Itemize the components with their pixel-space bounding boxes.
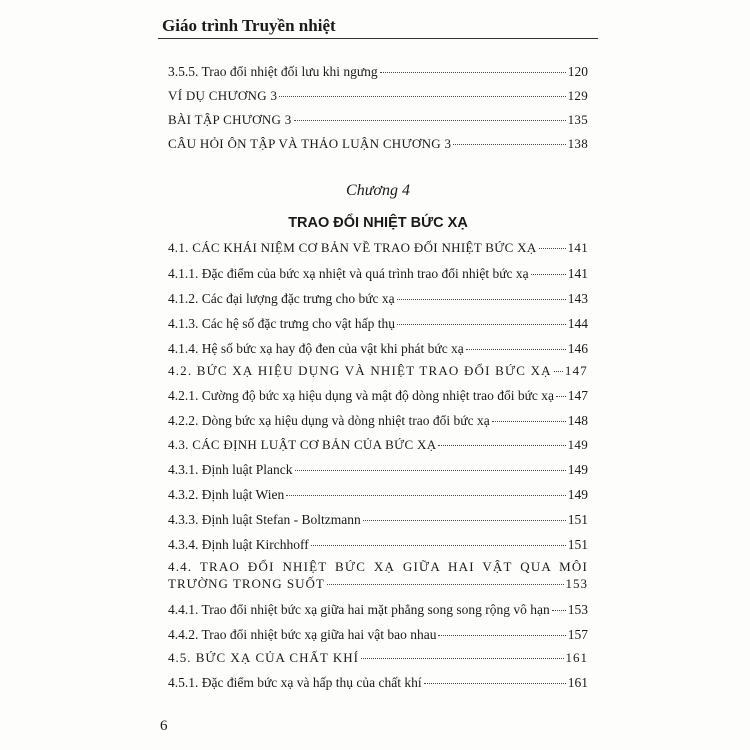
toc-entry-label: 4.3.2. Định luật Wien <box>168 487 285 502</box>
toc-entry <box>168 627 588 643</box>
leader-dots <box>397 299 566 300</box>
toc-entry-page: 135 <box>567 112 588 127</box>
toc-entry-label: 4.3.1. Định luật Planck <box>168 462 293 477</box>
chapter-title: Chương 4 <box>346 182 410 199</box>
leader-dots <box>453 144 565 145</box>
toc-entry <box>168 363 588 379</box>
toc-entry-wrapped-line1: 4.4. TRAO ĐỔI NHIỆT BỨC XẠ GIỮA HAI VẬT QUA MÔI <box>168 559 588 574</box>
toc-entry-page: 153 <box>567 602 588 617</box>
toc-entry-label: 4.1.3. Các hệ số đặc trưng cho vật hấp thụ <box>168 316 396 331</box>
leader-dots <box>397 324 566 325</box>
leader-dots <box>311 545 566 546</box>
leader-dots <box>295 470 566 471</box>
toc-entry <box>168 240 588 256</box>
leader-dots <box>552 610 566 611</box>
toc-entry-label: 4.3.3. Định luật Stefan - Boltzmann <box>168 512 361 527</box>
toc-entry-label: 4.1. CÁC KHÁI NIỆM CƠ BẢN VỀ TRAO ĐỔI NHIỆT BỨC XẠ <box>168 240 537 255</box>
leader-dots <box>327 584 564 585</box>
toc-entry-page: 138 <box>567 136 588 151</box>
toc-entry-label: 4.5.1. Đặc điểm bức xạ và hấp thụ của chất khí <box>168 675 422 690</box>
toc-entry-label: VÍ DỤ CHƯƠNG 3 <box>168 88 278 103</box>
toc-entry-page: 149 <box>567 437 588 452</box>
toc-entry-page: 147 <box>567 388 588 403</box>
toc-entry-label: 4.3. CÁC ĐỊNH LUẬT CƠ BẢN CỦA BỨC XẠ <box>168 437 437 452</box>
toc-entry-page: 147 <box>564 363 588 378</box>
toc-entry-label: 4.5. BỨC XẠ CỦA CHẤT KHÍ <box>168 650 359 665</box>
leader-dots <box>424 683 566 684</box>
toc-entry-label: 4.2.1. Cường độ bức xạ hiệu dụng và mật độ dòng nhiệt trao đổi bức xạ <box>168 388 555 403</box>
toc-entry <box>168 291 588 307</box>
toc-entry-label: BÀI TẬP CHƯƠNG 3 <box>168 112 292 127</box>
toc-entry-label: 4.1.4. Hệ số bức xạ hay độ đen của vật khi phát bức xạ <box>168 341 464 356</box>
leader-dots <box>361 658 564 659</box>
leader-dots <box>279 96 565 97</box>
toc-entry-label: TRƯỜNG TRONG SUỐT <box>168 576 325 591</box>
leader-dots <box>286 495 566 496</box>
toc-entry-page: 149 <box>567 462 588 477</box>
toc-entry-page: 144 <box>567 316 588 331</box>
toc-entry <box>168 462 588 478</box>
toc-entry <box>168 388 588 404</box>
toc-entry-page: 161 <box>567 675 588 690</box>
toc-entry-label: 4.3.4. Định luật Kirchhoff <box>168 537 309 552</box>
toc-entry-label: 4.1.1. Đặc điểm của bức xạ nhiệt và quá trình trao đổi nhiệt bức xạ <box>168 266 529 281</box>
leader-dots <box>531 274 566 275</box>
toc-entry <box>168 487 588 503</box>
toc-entry-page: 151 <box>567 537 588 552</box>
toc-entry-label: CÂU HỎI ÔN TẬP VÀ THẢO LUẬN CHƯƠNG 3 <box>168 136 452 151</box>
toc-entry <box>168 576 588 592</box>
toc-entry-label: 4.2. BỨC XẠ HIỆU DỤNG VÀ NHIỆT TRAO ĐỔI BỨC XẠ <box>168 363 552 378</box>
chapter-heading: TRAO ĐỔI NHIỆT BỨC XẠ <box>288 215 468 231</box>
toc-entry <box>168 341 588 357</box>
toc-entry-page: 161 <box>565 650 588 665</box>
leader-dots <box>438 635 565 636</box>
toc-entry <box>168 64 588 80</box>
toc-entry-label: 3.5.5. Trao đổi nhiệt đối lưu khi ngưng <box>168 64 378 79</box>
toc-entry <box>168 413 588 429</box>
toc-entry <box>168 437 588 453</box>
toc-entry <box>168 316 588 332</box>
leader-dots <box>554 371 563 372</box>
page-number: 6 <box>160 718 168 734</box>
toc-entry-label: 4.1.2. Các đại lượng đặc trưng cho bức xạ <box>168 291 395 306</box>
toc-entry-page: 148 <box>567 413 588 428</box>
toc-entry <box>168 266 588 282</box>
toc-entry <box>168 675 588 691</box>
toc-entry-page: 120 <box>567 64 588 79</box>
toc-entry-label: 4.2.2. Dòng bức xạ hiệu dụng và dòng nhiệt trao đổi bức xạ <box>168 413 490 428</box>
leader-dots <box>294 120 566 121</box>
toc-entry-page: 129 <box>567 88 588 103</box>
leader-dots <box>556 396 566 397</box>
toc-entry-page: 141 <box>567 240 588 255</box>
toc-entry-page: 157 <box>567 627 588 642</box>
toc-entry <box>168 88 588 104</box>
toc-entry-page: 153 <box>565 576 588 591</box>
toc-entry <box>168 136 588 152</box>
toc-entry-label: 4.4.1. Trao đổi nhiệt bức xạ giữa hai mặt phẳng song song rộng vô hạn <box>168 602 550 617</box>
leader-dots <box>438 445 565 446</box>
toc-entry-page: 149 <box>567 487 588 502</box>
toc-entry-page: 151 <box>567 512 588 527</box>
running-head: Giáo trình Truyền nhiệt <box>162 16 336 35</box>
toc-entry-label: 4.4.2. Trao đổi nhiệt bức xạ giữa hai vật bao nhau <box>168 627 437 642</box>
toc-entry <box>168 512 588 528</box>
leader-dots <box>380 72 566 73</box>
leader-dots <box>539 248 566 249</box>
leader-dots <box>492 421 566 422</box>
leader-dots <box>363 520 566 521</box>
leader-dots <box>466 349 566 350</box>
toc-entry-page: 146 <box>567 341 588 356</box>
toc-entry <box>168 602 588 618</box>
toc-entry-page: 141 <box>567 266 588 281</box>
toc-entry <box>168 650 588 666</box>
toc-entry <box>168 112 588 128</box>
toc-entry <box>168 537 588 553</box>
header-rule <box>158 38 598 39</box>
toc-entry-page: 143 <box>567 291 588 306</box>
